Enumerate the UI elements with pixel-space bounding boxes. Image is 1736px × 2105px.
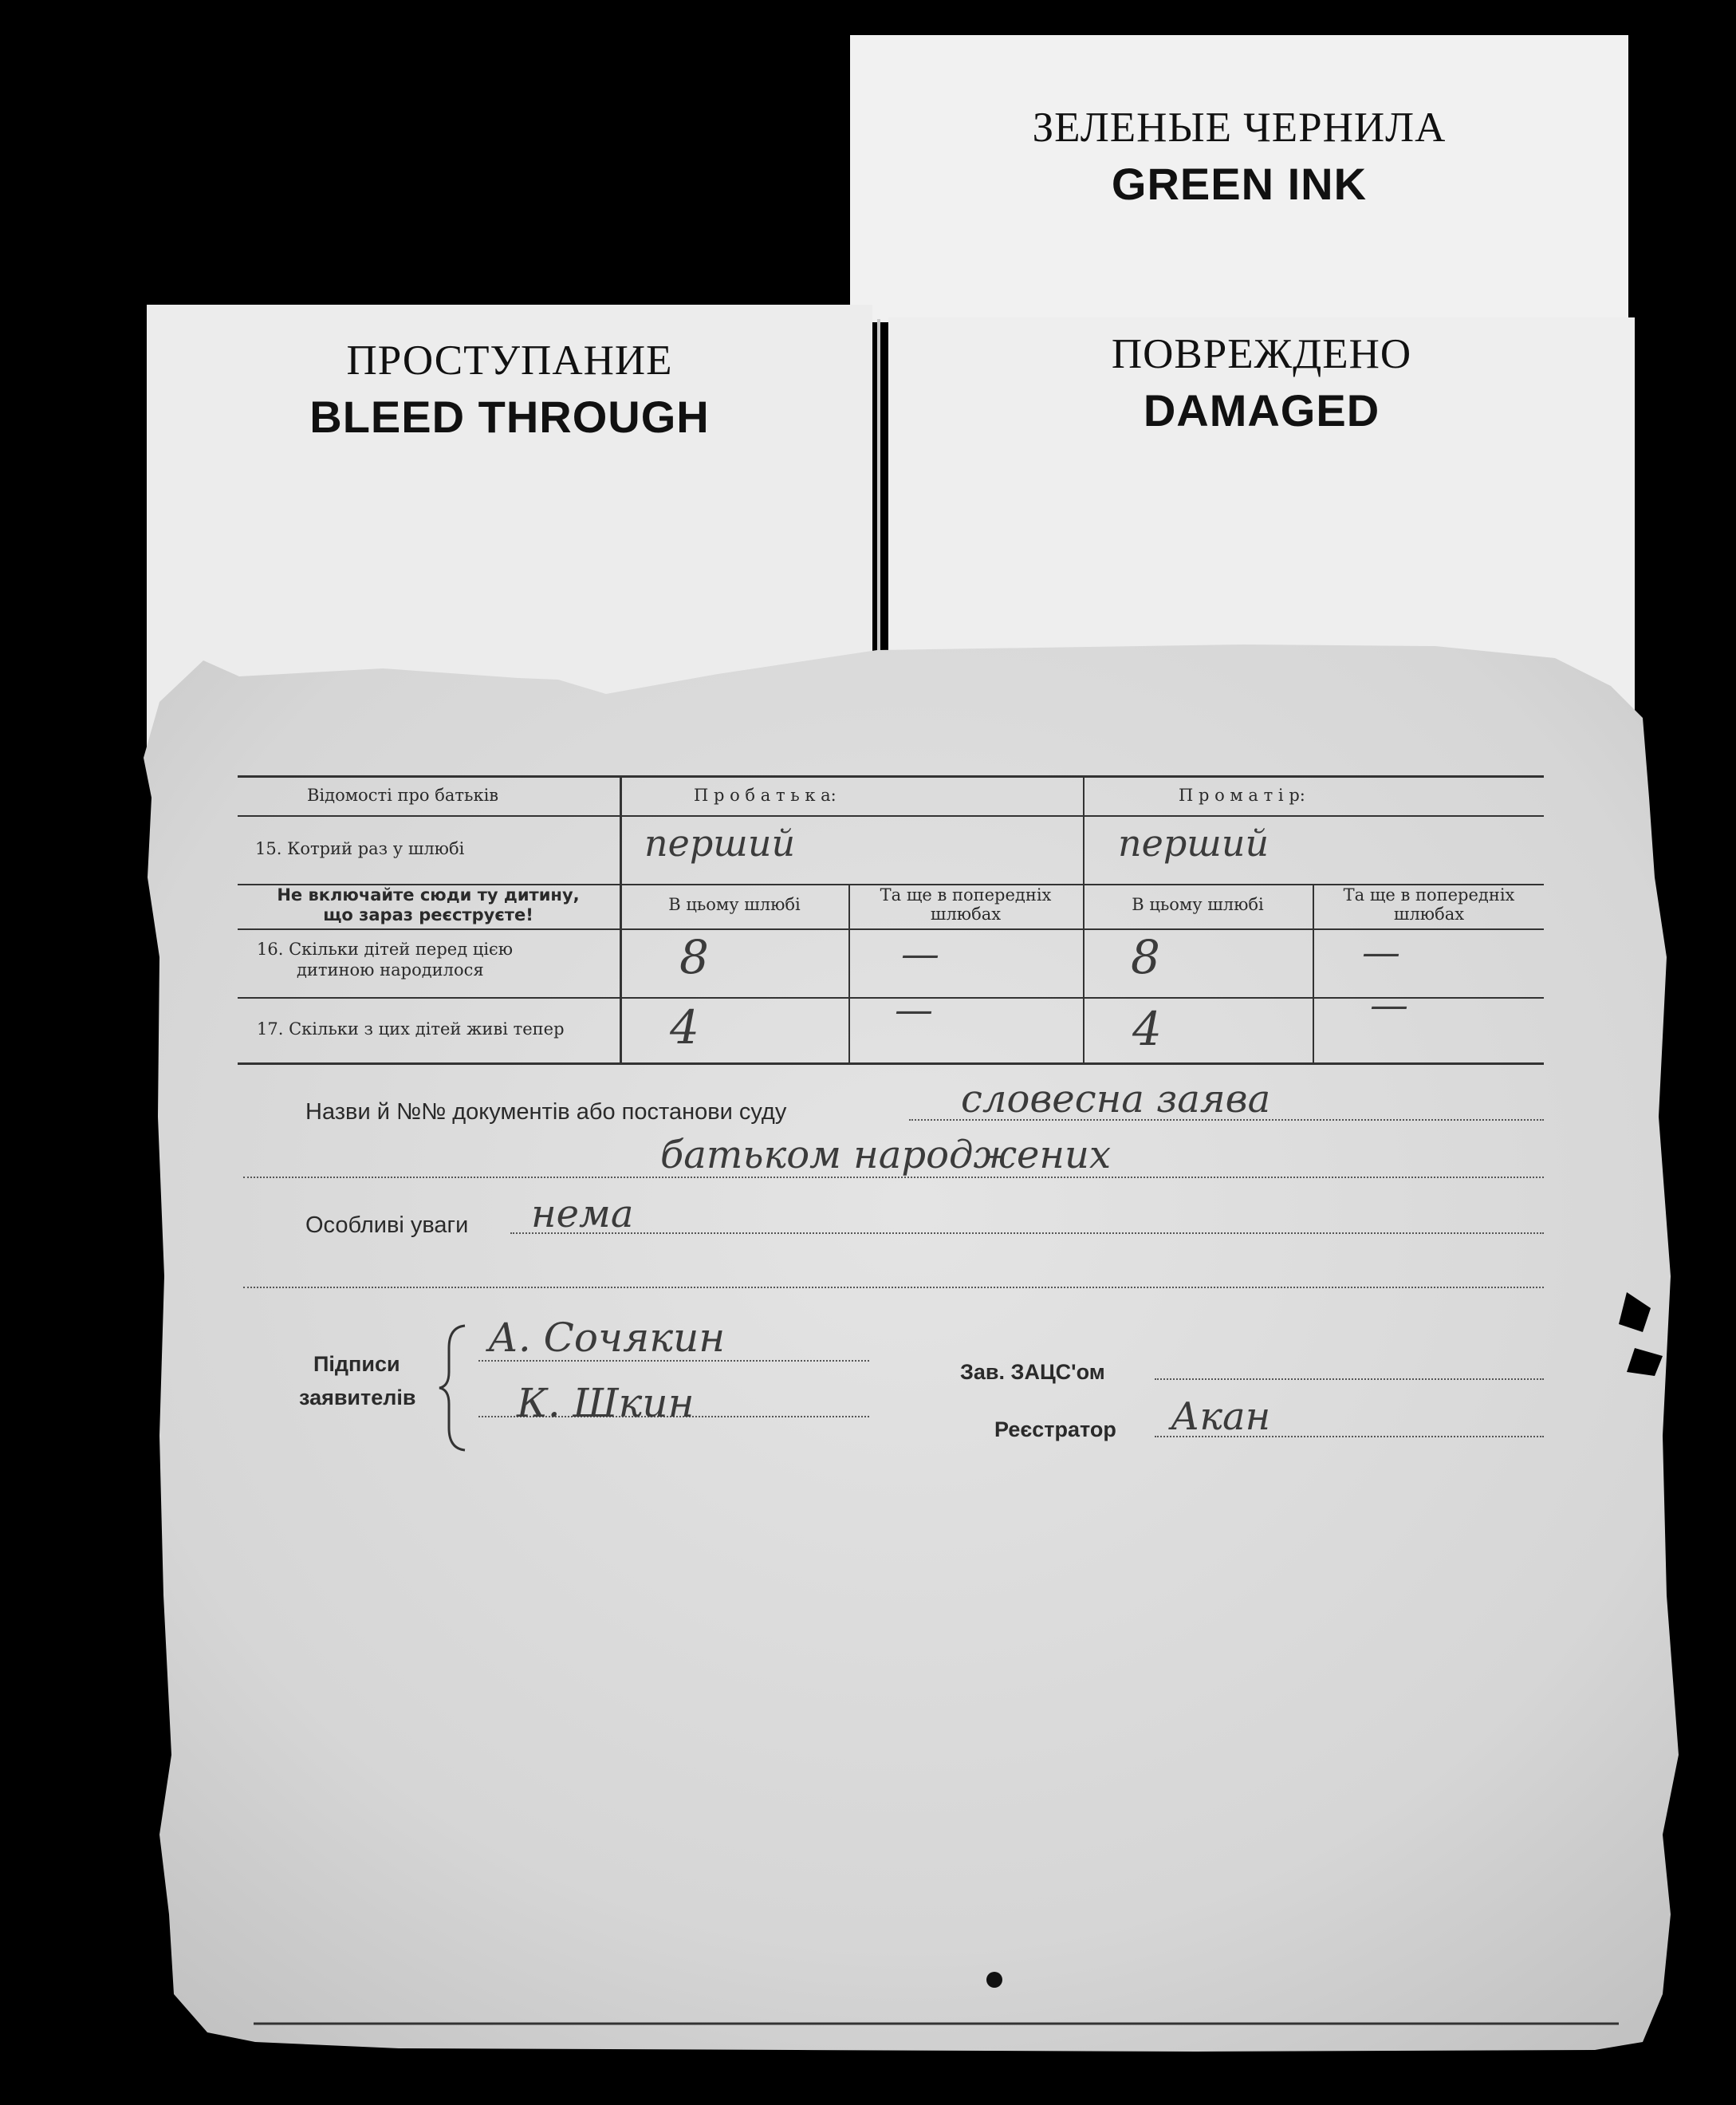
green-ink-label-en: GREEN INK	[1111, 159, 1368, 209]
green-ink-label-ru: ЗЕЛЕНЫЕ ЧЕРНИЛА	[1032, 104, 1447, 151]
damaged-label-en: DAMAGED	[1143, 385, 1380, 436]
registrar-signature: Акан	[1171, 1394, 1271, 1439]
row17-father-prev: —	[895, 987, 933, 1032]
paper-hole	[986, 1972, 1002, 1988]
signatures-label-2: заявителів	[299, 1386, 416, 1409]
bleed-through-label-ru: ПРОСТУПАНИЕ	[346, 337, 673, 384]
row17-father-this: 4	[670, 1000, 699, 1054]
row17-mother-this: 4	[1132, 1002, 1162, 1056]
row16-father-prev: —	[901, 932, 939, 976]
table-header-parents-info: Відомості про батьків	[307, 786, 499, 805]
row15-label: 15. Котрий раз у шлюбі	[255, 839, 465, 858]
row16-father-this: 8	[679, 930, 709, 984]
registrar-label: Реєстратор	[994, 1417, 1116, 1441]
father-prev-marriages-header-2: шлюбах	[930, 905, 1002, 924]
remarks-value: нема	[531, 1192, 634, 1236]
documents-value-2: батьком народжених	[660, 1133, 1112, 1177]
father-prev-marriages-header-1: Та ще в попередніх	[880, 885, 1052, 905]
mother-this-marriage-header: В цьому шлюбі	[1132, 895, 1264, 914]
signatures-brace	[437, 1324, 469, 1452]
registry-head-label: Зав. ЗАЦС'ом	[960, 1360, 1105, 1384]
row15-father-value: перший	[644, 822, 796, 865]
father-this-marriage-header: В цьому шлюбі	[668, 895, 801, 914]
damaged-label-ru: ПОВРЕЖДЕНО	[1111, 331, 1412, 377]
row15-mother-value: перший	[1118, 822, 1270, 865]
table-header-father: П р о б а т ь к а:	[694, 786, 837, 805]
row17-mother-prev: —	[1370, 983, 1408, 1027]
table-header-mother: П р о м а т і р:	[1179, 786, 1305, 805]
row16-label-1: 16. Скільки дітей перед цією	[257, 940, 514, 959]
remarks-label: Особливі уваги	[305, 1212, 469, 1238]
row17-label: 17. Скільки з цих дітей живі тепер	[257, 1019, 565, 1039]
row16-mother-this: 8	[1131, 930, 1160, 984]
documents-label: Назви й №№ документів або постанови суду	[305, 1099, 787, 1125]
mother-prev-marriages-header-1: Та ще в попередніх	[1343, 885, 1515, 905]
applicant-signature-2: К. Шкин	[517, 1380, 695, 1426]
documents-value-1: словесна заява	[961, 1077, 1271, 1121]
bleed-through-label-en: BLEED THROUGH	[309, 392, 710, 442]
mother-prev-marriages-header-2: шлюбах	[1393, 905, 1465, 924]
note-line-1: Не включайте сюди ту дитину,	[277, 885, 580, 905]
applicant-signature-1: А. Сочякин	[488, 1315, 726, 1361]
signatures-label-1: Підписи	[313, 1352, 400, 1376]
note-line-2: що зараз реєструєте!	[323, 905, 533, 924]
row16-mother-prev: —	[1362, 930, 1400, 975]
row16-label-2: дитиною народилося	[297, 960, 484, 980]
